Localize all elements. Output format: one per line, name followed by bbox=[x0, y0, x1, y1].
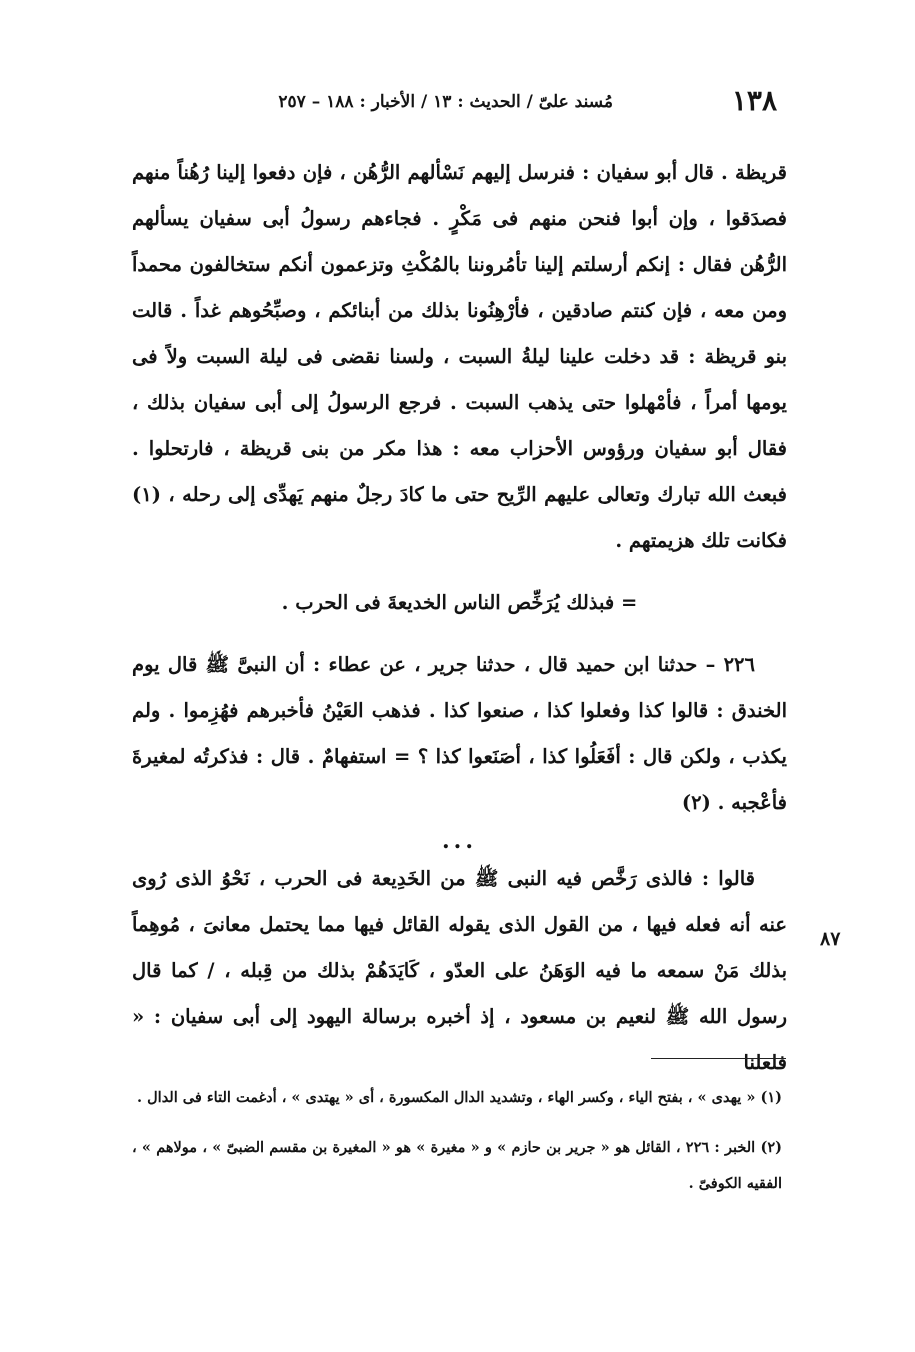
footnotes bbox=[132, 1080, 782, 1216]
section-separator: ... bbox=[442, 828, 477, 854]
paragraph-commentary: قالوا : فالذى رَخَّص فيه النبى ﷺ من الخَدِيعة فى الحرب ، نَحْوُ الذى رُوى عنه أنه فعله فيها ، من القول الذى يقوله القائل فيها مما يحتمل معانىَ ، مُوهِماً بذلك مَنْ سمعه ما فيه الوَهَنُ على العدّو ، كَايَدَهُمْ بذلك من قِبله ، / كما قال رسول الله ﷺ لنعيم بن مسعود ، إذ أخبره برسالة اليهود إلى أبى سفيان : « فلعلنا bbox=[132, 867, 787, 1074]
footnote-2: (٢) الخبر : ٢٢٦ ، القائل هو « جرير بن حازم » و « مغيرة » هو « المغيرة بن مقسم الضبىّ » ، مولاهم » ، الفقيه الكوفىّ . bbox=[132, 1139, 782, 1192]
running-head: مُسند علىّ / الحديث : ١٣ / الأخبار : ١٨٨ – ٢٥٧ bbox=[278, 92, 613, 112]
footnote-1: (١) « يهدى » ، بفتح الياء ، وكسر الهاء ، وتشديد الدال المكسورة ، أى « يهتدى » ، أدغمت التاء فى الدال . bbox=[137, 1089, 782, 1106]
page-header bbox=[0, 84, 915, 124]
paragraph-narrative: قريظة . قال أبو سفيان : فنرسل إليهم نَسْألهم الرُّهُن ، فإن دفعوا إلينا رُهُناً منهم فصدَقوا ، وإن أبوا فنحن منهم فى مَكْرٍ . فجاءهم رسولُ أبى سفيان يسألهم الرُّهُن فقال : إنكم أرسلتم إلينا تأمُروننا بالمُكْثِ وتزعمون أنكم ستخالفون محمداً ومن معه ، فإن كنتم صادقين ، فأرْهِنُونا بذلك من أبنائكم ، وصبِّحُوهم غداً . قالت بنو قريظة : قد دخلت علينا ليلةُ السبت ، ولسنا نقضى فى ليلة السبت ولاً فى يومها أمراً ، فأمْهلوا حتى يذهب السبت . فرجع الرسولُ إلى أبى سفيان بذلك ، فقال أبو سفيان ورؤوس الأحزاب معه : هذا مكر من بنى قريظة ، فارتحلوا . فبعث الله تبارك وتعالى عليهم الرِّيح حتى ما كادَ رجلٌ منهم يَهدِّى إلى رحله ، (١) فكانت تلك هزيمتهم . bbox=[132, 161, 787, 552]
body-text bbox=[132, 150, 787, 1086]
footnote-divider bbox=[651, 1058, 786, 1059]
page-number: ١٣٨ bbox=[731, 84, 777, 117]
margin-page-marker: ٨٧ bbox=[820, 928, 841, 950]
paragraph-hadith-226: ٢٢٦ – حدثنا ابن حميد قال ، حدثنا جرير ، عن عطاء : أن النبىَّ ﷺ قال يوم الخندق : قالوا كذا وفعلوا كذا ، صنعوا كذا . فذهب العَيْنُ فأخبرهم فهُزِموا . ولم يكذب ، ولكن قال : أفَعَلُوا كذا ، أصَنَعوا كذا ؟ = استفهامٌ . قال : فذكرتُه لمغيرةَ فأعْجبه . (٢) bbox=[132, 653, 787, 814]
paragraph-conclusion: = فبذلك يُرَخِّص الناس الخديعةَ فى الحرب . bbox=[281, 591, 638, 614]
